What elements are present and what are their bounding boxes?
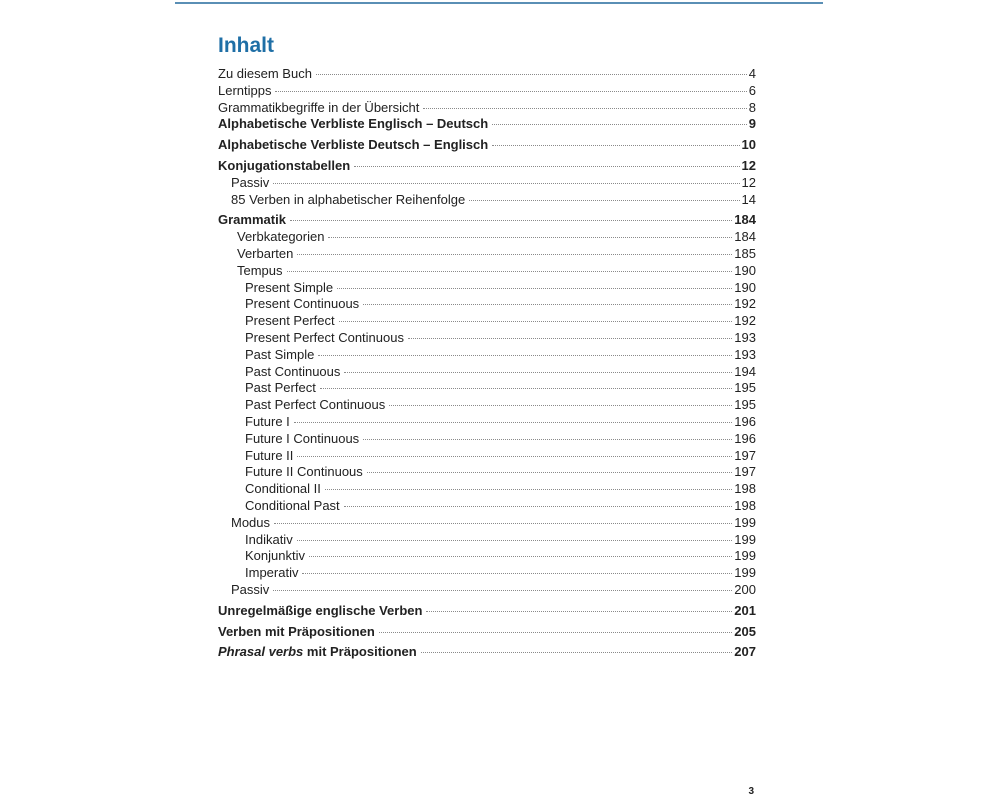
- dot-leader: [318, 354, 732, 356]
- dot-leader: [274, 522, 732, 524]
- toc-entry-page: 195: [734, 380, 756, 396]
- dot-leader: [273, 182, 739, 184]
- toc-entry-label: Modus: [231, 514, 271, 530]
- toc-section-entry[interactable]: [218, 263, 756, 280]
- toc-chapter-entry[interactable]: [218, 603, 756, 620]
- toc-chapter-entry[interactable]: [218, 116, 756, 133]
- toc-entry-page: 4: [748, 66, 756, 81]
- toc-subsection-entry[interactable]: [218, 347, 756, 364]
- toc-entry-page: 199: [734, 531, 756, 547]
- toc-entry-page: 198: [734, 481, 756, 497]
- dot-leader: [354, 165, 739, 167]
- toc-chapter-entry[interactable]: [218, 158, 756, 175]
- toc-entry-page: 10: [741, 137, 756, 153]
- toc-entry-label: Past Continuous: [245, 363, 341, 379]
- toc-entry-page: 9: [748, 116, 756, 132]
- toc-chapter-entry[interactable]: [218, 137, 756, 154]
- table-of-contents: [218, 66, 756, 661]
- toc-entry-label: Grammatik: [218, 212, 286, 228]
- toc-entry-label: Passiv: [231, 581, 270, 597]
- dot-leader: [367, 471, 733, 473]
- toc-entry-label: Present Simple: [245, 279, 334, 295]
- dot-leader: [287, 270, 733, 272]
- toc-entry-label-italic: Phrasal verbs: [218, 644, 304, 660]
- toc-entry-page: 192: [734, 313, 756, 329]
- dot-leader: [328, 236, 732, 238]
- toc-subsection-entry[interactable]: [218, 448, 756, 465]
- dot-leader: [316, 73, 747, 75]
- toc-entry-label: Konjugationstabellen: [218, 157, 351, 173]
- toc-entry-label: Verben mit Präpositionen: [218, 623, 375, 639]
- toc-entry-label: Lerntipps: [218, 82, 272, 98]
- dot-leader: [363, 438, 732, 440]
- toc-entry-label: Future II Continuous: [245, 464, 363, 480]
- toc-entry-page: 190: [734, 279, 756, 295]
- toc-entry-page: 6: [748, 82, 756, 98]
- dot-leader: [320, 387, 732, 389]
- toc-entry-page: 196: [734, 430, 756, 446]
- toc-subsection-entry[interactable]: [218, 431, 756, 448]
- toc-subsection-entry[interactable]: [218, 565, 756, 582]
- toc-entry-label: Zu diesem Buch: [218, 66, 312, 81]
- dot-leader: [379, 631, 733, 633]
- toc-entry-page: 199: [734, 514, 756, 530]
- toc-entry-label: Tempus: [237, 262, 283, 278]
- toc-chapter-entry[interactable]: [218, 644, 756, 661]
- toc-section-entry[interactable]: [218, 246, 756, 263]
- toc-section-entry[interactable]: [218, 515, 756, 532]
- toc-chapter-entry[interactable]: [218, 212, 756, 229]
- dot-leader: [344, 371, 732, 373]
- dot-leader: [492, 144, 739, 146]
- toc-subsection-entry[interactable]: [218, 548, 756, 565]
- toc-entry-label: Present Continuous: [245, 296, 360, 312]
- dot-leader: [426, 610, 732, 612]
- toc-entry-page: 207: [734, 644, 756, 660]
- toc-subsection-entry[interactable]: [218, 414, 756, 431]
- top-rule: [175, 2, 823, 4]
- toc-entry-page: 195: [734, 397, 756, 413]
- toc-subsection-entry[interactable]: [218, 313, 756, 330]
- toc-subsection-entry[interactable]: [218, 397, 756, 414]
- toc-subsection-entry[interactable]: [218, 532, 756, 549]
- toc-entry-page: 190: [734, 262, 756, 278]
- dot-leader: [297, 253, 732, 255]
- dot-leader: [297, 455, 732, 457]
- toc-entry-page: 185: [734, 245, 756, 261]
- dot-leader: [294, 421, 733, 423]
- toc-entry-page: 198: [734, 497, 756, 513]
- toc-entry-label: Future I: [245, 413, 290, 429]
- dot-leader: [469, 199, 739, 201]
- toc-entry-label: Unregelmäßige englische Verben: [218, 602, 423, 618]
- dot-leader: [492, 123, 747, 125]
- toc-subsection-entry[interactable]: [218, 464, 756, 481]
- toc-entry-page: 205: [734, 623, 756, 639]
- dot-leader: [273, 589, 732, 591]
- dot-leader: [408, 337, 732, 339]
- toc-entry-page: 184: [734, 229, 756, 245]
- dot-leader: [325, 488, 732, 490]
- toc-entry-page: 14: [741, 191, 756, 207]
- toc-entry-label: Future II: [245, 447, 294, 463]
- toc-entry-page: 8: [748, 99, 756, 115]
- dot-leader: [389, 404, 732, 406]
- toc-entry-label: Past Simple: [245, 346, 315, 362]
- toc-entry-label: Present Perfect: [245, 313, 335, 329]
- toc-entry-label: Verbarten: [237, 245, 294, 261]
- toc-entry-page: 194: [734, 363, 756, 379]
- toc-section-entry[interactable]: [218, 582, 756, 599]
- toc-entry-page: 200: [734, 581, 756, 597]
- dot-leader: [421, 651, 733, 653]
- dot-leader: [275, 90, 746, 92]
- toc-subsection-entry[interactable]: [218, 481, 756, 498]
- toc-entry-page: 197: [734, 447, 756, 463]
- toc-entry-page: 12: [741, 157, 756, 173]
- toc-entry[interactable]: [218, 100, 756, 117]
- toc-entry-label-rest: mit Präpositionen: [303, 644, 417, 660]
- toc-entry-label: Alphabetische Verbliste Englisch – Deutsch: [218, 116, 489, 132]
- toc-section-entry[interactable]: [218, 192, 756, 209]
- toc-entry-page: 192: [734, 296, 756, 312]
- toc-entry-label: Grammatikbegriffe in der Übersicht: [218, 99, 420, 115]
- dot-leader: [309, 555, 732, 557]
- toc-entry-label: Past Perfect: [245, 380, 316, 396]
- toc-entry-page: 196: [734, 413, 756, 429]
- toc-chapter-entry[interactable]: [218, 624, 756, 641]
- toc-subsection-entry[interactable]: [218, 498, 756, 515]
- toc-entry-label: Indikativ: [245, 531, 293, 547]
- toc-entry-label: Present Perfect Continuous: [245, 329, 404, 345]
- dot-leader: [339, 320, 733, 322]
- toc-entry[interactable]: [218, 83, 756, 100]
- toc-subsection-entry[interactable]: [218, 364, 756, 381]
- dot-leader: [290, 219, 732, 221]
- dot-leader: [297, 539, 733, 541]
- toc-entry-label: Imperativ: [245, 565, 299, 581]
- toc-subsection-entry[interactable]: [218, 380, 756, 397]
- toc-entry-page: 12: [741, 174, 756, 190]
- toc-entry-page: 199: [734, 565, 756, 581]
- dot-leader: [302, 572, 732, 574]
- page-title: Inhalt: [218, 34, 274, 57]
- toc-entry-label: [218, 644, 417, 661]
- toc-entry-label: Konjunktiv: [245, 548, 305, 564]
- toc-subsection-entry[interactable]: [218, 280, 756, 297]
- toc-entry-page: 199: [734, 548, 756, 564]
- toc-entry[interactable]: [218, 66, 756, 83]
- toc-entry-label: Conditional Past: [245, 497, 340, 513]
- toc-section-entry[interactable]: [218, 229, 756, 246]
- toc-entry-page: 184: [734, 212, 756, 228]
- dot-leader: [363, 303, 732, 305]
- page-number: 3: [748, 786, 754, 797]
- toc-entry-label: Conditional II: [245, 481, 321, 497]
- toc-entry-label: Past Perfect Continuous: [245, 397, 386, 413]
- toc-entry-label: Verbkategorien: [237, 229, 325, 245]
- toc-section-entry[interactable]: [218, 175, 756, 192]
- toc-subsection-entry[interactable]: [218, 330, 756, 347]
- dot-leader: [344, 505, 733, 507]
- toc-subsection-entry[interactable]: [218, 296, 756, 313]
- toc-entry-label: 85 Verben in alphabetischer Reihenfolge: [231, 191, 466, 207]
- toc-entry-page: 201: [734, 602, 756, 618]
- toc-entry-label: Future I Continuous: [245, 430, 360, 446]
- toc-entry-label: Passiv: [231, 174, 270, 190]
- toc-entry-page: 193: [734, 346, 756, 362]
- dot-leader: [423, 107, 746, 109]
- toc-entry-page: 197: [734, 464, 756, 480]
- toc-entry-page: 193: [734, 329, 756, 345]
- toc-entry-label: Alphabetische Verbliste Deutsch – Englisch: [218, 137, 489, 153]
- dot-leader: [337, 287, 732, 289]
